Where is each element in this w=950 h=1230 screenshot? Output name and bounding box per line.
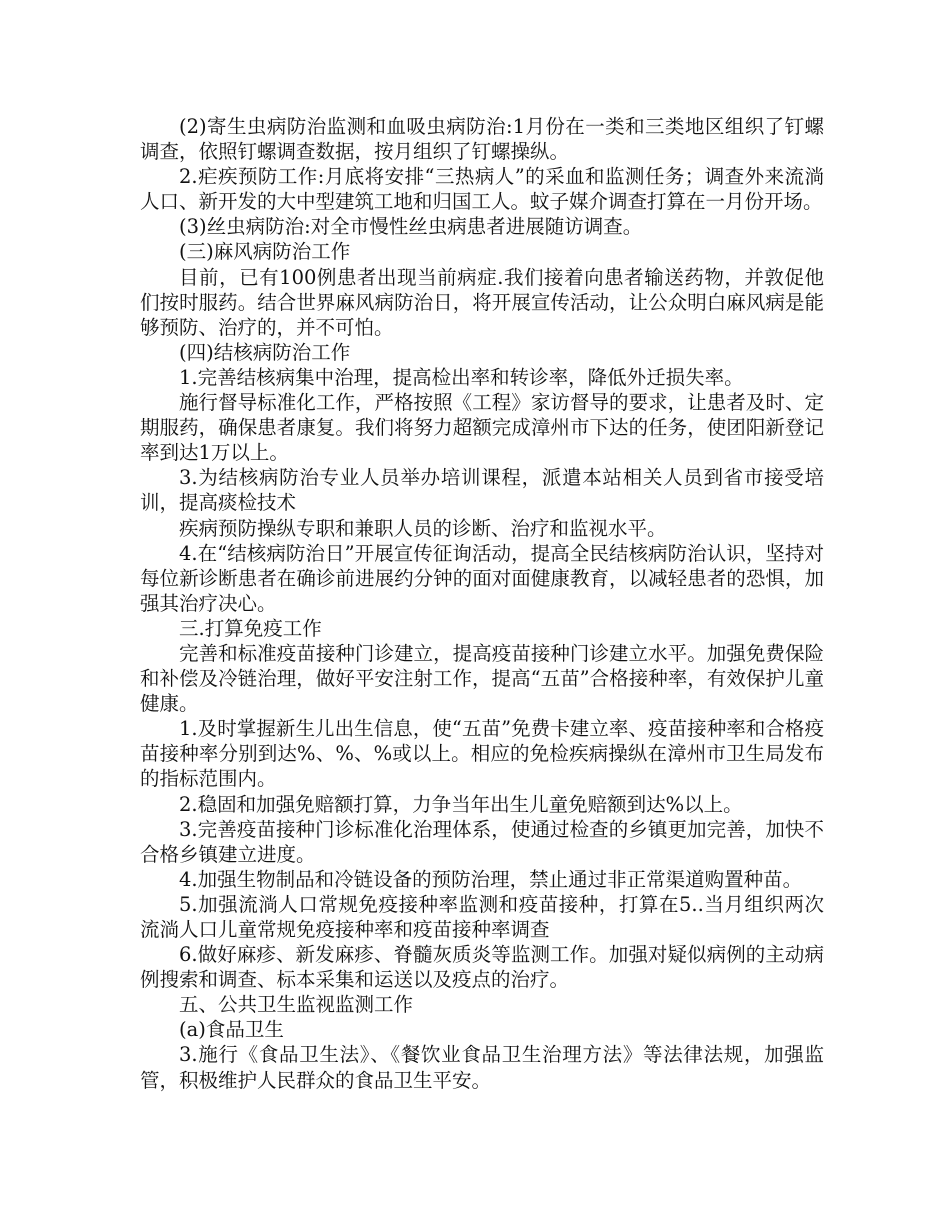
section-heading: 三.打算免疫工作: [179, 616, 322, 640]
paragraph: 施行督导标准化工作，严格按照《工程》家访督导的要求，让患者及时、定期服药，确保患者康复。我们将努力超额完成漳州市下达的任务，使团阳新登记率到达1万以上。: [140, 391, 824, 465]
subsection-heading: (a)食品卫生: [179, 1018, 284, 1042]
paragraph: 6.做好麻疹、新发麻疹、脊髓灰质炎等监测工作。加强对疑似病例的主动病例搜索和调查、标本采集和运送以及疫点的治疗。: [140, 943, 824, 992]
paragraph: 2.疟疾预防工作:月底将安排“三热病人”的采血和监测任务；调查外来流淌人口、新开发的大中型建筑工地和归国工人。蚊子媒介调查打算在一月份开场。: [140, 165, 824, 214]
paragraph: 3.为结核病防治专业人员举办培训课程，派遣本站相关人员到省市接受培训，提高痰检技术: [140, 466, 824, 515]
paragraph: 完善和标准疫苗接种门诊建立，提高疫苗接种门诊建立水平。加强免费保险和补偿及冷链治理，做好平安注射工作，提高“五苗”合格接种率，有效保护儿童健康。: [140, 641, 824, 716]
paragraph: 2.稳固和加强免赔额打算，力争当年出生儿童免赔额到达%以上。: [179, 792, 743, 816]
paragraph: 4.在“结核病防治日”开展宣传征询活动，提高全民结核病防治认识，坚持对每位新诊断患者在确诊前进展约分钟的面对面健康教育，以减轻患者的恐惧，加强其治疗决心。: [140, 541, 824, 615]
paragraph: 5.加强流淌人口常规免疫接种率监测和疫苗接种，打算在5..当月组织两次流淌人口儿童常规免疫接种率和疫苗接种率调查: [140, 892, 824, 941]
section-heading: 五、公共卫生监视监测工作: [179, 993, 414, 1017]
paragraph: 疾病预防操纵专职和兼职人员的诊断、治疗和监视水平。: [179, 516, 667, 540]
paragraph: 1.完善结核病集中治理，提高检出率和转诊率，降低外迁损失率。: [179, 365, 744, 389]
paragraph: 3.施行《食品卫生法》、《餐饮业食品卫生治理方法》等法律法规，加强监管，积极维护人民群众的食品卫生平安。: [140, 1043, 824, 1092]
paragraph: 4.加强生物制品和冷链设备的预防治理，禁止通过非正常渠道购置种苗。: [179, 867, 803, 891]
paragraph: 目前，已有100例患者出现当前病症.我们接着向患者输送药物，并敦促他们按时服药。结合世界麻风病防治日，将开展宣传活动，让公众明白麻风病是能够预防、治疗的，并不可怕。: [140, 265, 824, 339]
document-body: [140, 114, 824, 1093]
paragraph: 3.完善疫苗接种门诊标准化治理体系，使通过检查的乡镇更加完善，加快不合格乡镇建立进度。: [140, 817, 824, 866]
paragraph: (2)寄生虫病防治监测和血吸虫病防治:1月份在一类和三类地区组织了钉螺调查，依照钉螺调查数据，按月组织了钉螺操纵。: [140, 115, 824, 164]
paragraph: (3)丝虫病防治:对全市慢性丝虫病患者进展随访调查。: [179, 215, 643, 239]
section-heading: (四)结核病防治工作: [179, 340, 351, 364]
paragraph: 1.及时掌握新生儿出生信息，使“五苗”免费卡建立率、疫苗接种率和合格疫苗接种率分别到达%、%、%或以上。相应的免检疾病操纵在漳州市卫生局发布的指标范围内。: [140, 717, 824, 791]
section-heading: (三)麻风病防治工作: [179, 240, 351, 264]
